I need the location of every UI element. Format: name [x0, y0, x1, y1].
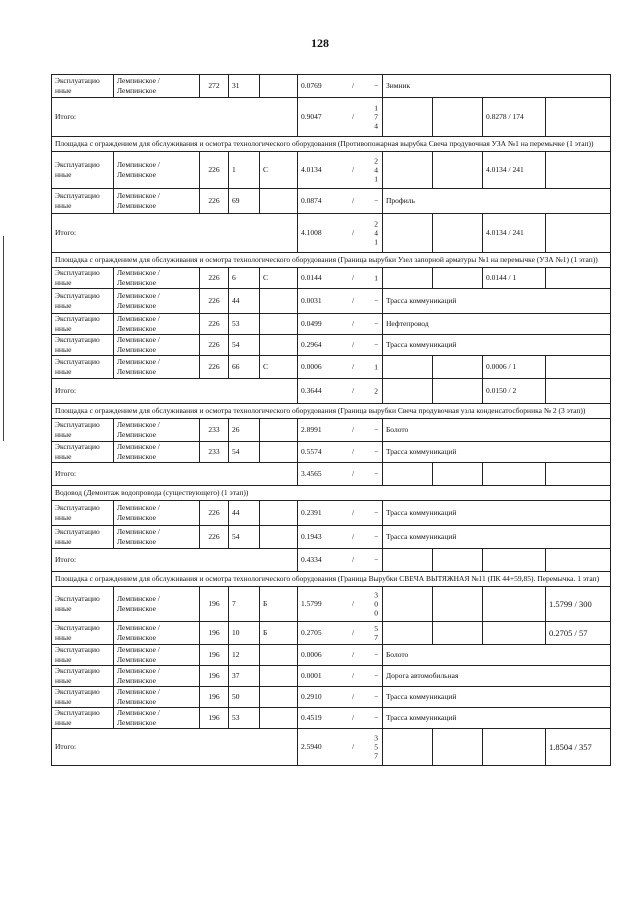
user-cell: Эксплуатацио нные [52, 289, 114, 314]
total-label: Итого: [52, 729, 298, 766]
felling-cell [546, 356, 611, 379]
felling-cell: 0.2705 / 57 [546, 622, 611, 645]
forestry-cell: Лемпинское / Лемпинское [114, 314, 200, 335]
forestry-cell: Лемпинское / Лемпинское [114, 289, 200, 314]
area-denominator: 3 5 7 [374, 733, 378, 761]
forestry-cell: Лемпинское / Лемпинское [114, 152, 200, 189]
area-cell [298, 379, 383, 404]
area-denominator: – [374, 296, 378, 305]
code-cell [260, 526, 298, 549]
table-row [52, 708, 611, 729]
area-cell [298, 289, 383, 314]
use-cell: Болото [383, 645, 611, 666]
area-separator: / [352, 386, 355, 395]
area-separator: / [352, 469, 355, 478]
code-cell [260, 645, 298, 666]
total-row [52, 463, 611, 486]
area-separator: / [352, 362, 355, 371]
plot-cell: 44 [229, 501, 260, 526]
table-row [52, 501, 611, 526]
code-cell: Б [260, 622, 298, 645]
area-separator: / [352, 340, 355, 349]
section-title-row [52, 137, 611, 152]
plot-cell: 1 [229, 152, 260, 189]
felling-cell [546, 379, 611, 404]
table-row [52, 75, 611, 98]
user-cell: Эксплуатацио нные [52, 356, 114, 379]
forestry-cell: Лемпинское / Лемпинское [114, 587, 200, 622]
area-denominator: – [374, 319, 378, 328]
use-cell: Трасса коммуникаций [383, 687, 611, 708]
area-cell [298, 729, 383, 766]
area-value: 2.5940 [301, 742, 322, 751]
area-value: 2.8991 [301, 425, 322, 434]
section-title: Площадка с ограждением для обслуживания и осмотра технологического оборудования (Граница вырубки Свеча продувочная узла конденсатосборника № 2 (3 этап)) [52, 404, 611, 419]
area-cell [298, 152, 383, 189]
plot-cell: 31 [229, 75, 260, 98]
tax-cell: 4.0134 / 241 [483, 214, 546, 253]
area-denominator: – [374, 196, 378, 205]
table-row [52, 687, 611, 708]
area-denominator: – [374, 340, 378, 349]
area-cell [298, 526, 383, 549]
user-cell: Эксплуатацио нные [52, 501, 114, 526]
section-title-row [52, 253, 611, 268]
table-row [52, 189, 611, 214]
felling-cell [546, 268, 611, 289]
extra-cell [433, 356, 483, 379]
area-cell [298, 549, 383, 572]
area-denominator: 5 7 [374, 624, 378, 642]
area-denominator: 2 4 1 [374, 156, 378, 184]
area-value: 0.1943 [301, 532, 322, 541]
area-separator: / [352, 713, 355, 722]
area-separator: / [352, 532, 355, 541]
tax-cell [483, 463, 546, 486]
use-cell: Трасса коммуникаций [383, 335, 611, 356]
area-cell [298, 687, 383, 708]
plot-cell: 66 [229, 356, 260, 379]
area-separator: / [352, 196, 355, 205]
area-cell [298, 356, 383, 379]
extra-cell [433, 98, 483, 137]
plot-cell: 6 [229, 268, 260, 289]
code-cell: С [260, 356, 298, 379]
quarter-cell: 196 [200, 645, 229, 666]
code-cell [260, 442, 298, 463]
area-cell [298, 335, 383, 356]
quarter-cell: 226 [200, 501, 229, 526]
area-value: 0.9047 [301, 112, 322, 121]
area-value: 0.0006 [301, 650, 322, 659]
area-separator: / [352, 81, 355, 90]
plot-cell: 44 [229, 289, 260, 314]
area-cell [298, 268, 383, 289]
area-value: 0.2964 [301, 340, 322, 349]
quarter-cell: 196 [200, 666, 229, 687]
area-cell [298, 442, 383, 463]
land-parcels-table [51, 74, 611, 766]
quarter-cell: 226 [200, 268, 229, 289]
table-row [52, 335, 611, 356]
table-row [52, 622, 611, 645]
forestry-cell: Лемпинское / Лемпинское [114, 335, 200, 356]
extra-cell [433, 729, 483, 766]
section-title-row [52, 572, 611, 587]
use-cell [383, 379, 433, 404]
area-value: 0.0001 [301, 671, 322, 680]
use-cell [383, 152, 433, 189]
area-value: 0.4334 [301, 555, 322, 564]
user-cell: Эксплуатацио нные [52, 75, 114, 98]
area-denominator: – [374, 508, 378, 517]
area-denominator: 1 [374, 362, 378, 372]
forestry-cell: Лемпинское / Лемпинское [114, 419, 200, 442]
area-cell [298, 75, 383, 98]
plot-cell: 69 [229, 189, 260, 214]
area-value: 0.5574 [301, 447, 322, 456]
area-denominator: – [374, 81, 378, 90]
tax-cell [483, 622, 546, 645]
total-label: Итого: [52, 463, 298, 486]
user-cell: Эксплуатацио нные [52, 152, 114, 189]
user-cell: Эксплуатацио нные [52, 587, 114, 622]
extra-cell [433, 587, 483, 622]
code-cell [260, 189, 298, 214]
tax-cell: 4.0134 / 241 [483, 152, 546, 189]
plot-cell: 7 [229, 587, 260, 622]
area-denominator: 2 4 1 [374, 219, 378, 247]
area-separator: / [352, 671, 355, 680]
code-cell [260, 687, 298, 708]
quarter-cell: 233 [200, 442, 229, 463]
code-cell [260, 501, 298, 526]
user-cell: Эксплуатацио нные [52, 189, 114, 214]
table-row [52, 442, 611, 463]
use-cell: Болото [383, 419, 611, 442]
area-value: 0.0874 [301, 196, 322, 205]
area-separator: / [352, 228, 355, 237]
user-cell: Эксплуатацио нные [52, 335, 114, 356]
total-row [52, 214, 611, 253]
use-cell: Трасса коммуникаций [383, 501, 611, 526]
tax-cell: 0.0144 / 1 [483, 268, 546, 289]
forestry-cell: Лемпинское / Лемпинское [114, 189, 200, 214]
use-cell [383, 729, 433, 766]
extra-cell [433, 152, 483, 189]
area-separator: / [352, 555, 355, 564]
quarter-cell: 226 [200, 152, 229, 189]
area-value: 0.2391 [301, 508, 322, 517]
table-row [52, 356, 611, 379]
felling-cell: 1.5799 / 300 [546, 587, 611, 622]
area-separator: / [352, 425, 355, 434]
area-separator: / [352, 273, 355, 282]
area-value: 1.5799 [301, 599, 322, 608]
quarter-cell: 196 [200, 708, 229, 729]
area-denominator: 2 [374, 386, 378, 396]
quarter-cell: 226 [200, 189, 229, 214]
use-cell: Трасса коммуникаций [383, 708, 611, 729]
area-cell [298, 645, 383, 666]
area-value: 4.0134 [301, 165, 322, 174]
plot-cell: 53 [229, 708, 260, 729]
code-cell [260, 419, 298, 442]
user-cell: Эксплуатацио нные [52, 314, 114, 335]
area-cell [298, 189, 383, 214]
margin-line [3, 236, 4, 441]
area-denominator: – [374, 447, 378, 456]
code-cell: Б [260, 587, 298, 622]
total-label: Итого: [52, 98, 298, 137]
area-cell [298, 214, 383, 253]
tax-cell: 0.0150 / 2 [483, 379, 546, 404]
area-separator: / [352, 650, 355, 659]
forestry-cell: Лемпинское / Лемпинское [114, 268, 200, 289]
page-number: 128 [311, 36, 329, 50]
table-row [52, 314, 611, 335]
extra-cell [433, 379, 483, 404]
forestry-cell: Лемпинское / Лемпинское [114, 356, 200, 379]
user-cell: Эксплуатацио нные [52, 666, 114, 687]
area-cell [298, 419, 383, 442]
quarter-cell: 233 [200, 419, 229, 442]
forestry-cell: Лемпинское / Лемпинское [114, 501, 200, 526]
area-cell [298, 501, 383, 526]
use-cell: Дорога автомобильная [383, 666, 611, 687]
forestry-cell: Лемпинское / Лемпинское [114, 442, 200, 463]
area-denominator: 3 0 0 [374, 590, 378, 618]
plot-cell: 50 [229, 687, 260, 708]
area-value: 0.0006 [301, 362, 322, 371]
area-separator: / [352, 296, 355, 305]
use-cell: Профиль [383, 189, 611, 214]
plot-cell: 12 [229, 645, 260, 666]
use-cell [383, 587, 433, 622]
plot-cell: 54 [229, 442, 260, 463]
area-cell [298, 708, 383, 729]
extra-cell [433, 463, 483, 486]
area-value: 0.0499 [301, 319, 322, 328]
code-cell: С [260, 268, 298, 289]
extra-cell [433, 214, 483, 253]
use-cell [383, 463, 433, 486]
quarter-cell: 272 [200, 75, 229, 98]
use-cell [383, 98, 433, 137]
use-cell [383, 622, 433, 645]
area-separator: / [352, 319, 355, 328]
table-row [52, 268, 611, 289]
code-cell [260, 75, 298, 98]
user-cell: Эксплуатацио нные [52, 622, 114, 645]
code-cell [260, 314, 298, 335]
plot-cell: 54 [229, 335, 260, 356]
table-row [52, 587, 611, 622]
area-value: 0.0769 [301, 81, 322, 90]
area-cell [298, 463, 383, 486]
area-cell [298, 666, 383, 687]
user-cell: Эксплуатацио нные [52, 687, 114, 708]
forestry-cell: Лемпинское / Лемпинское [114, 75, 200, 98]
plot-cell: 54 [229, 526, 260, 549]
area-value: 0.3644 [301, 386, 322, 395]
plot-cell: 37 [229, 666, 260, 687]
total-label: Итого: [52, 379, 298, 404]
area-value: 4.1008 [301, 228, 322, 237]
area-denominator: 1 [374, 273, 378, 283]
felling-cell [546, 549, 611, 572]
user-cell: Эксплуатацио нные [52, 419, 114, 442]
area-separator: / [352, 599, 355, 608]
quarter-cell: 226 [200, 356, 229, 379]
extra-cell [433, 622, 483, 645]
area-separator: / [352, 692, 355, 701]
forestry-cell: Лемпинское / Лемпинское [114, 708, 200, 729]
area-denominator: – [374, 532, 378, 541]
area-value: 0.0144 [301, 273, 322, 282]
forestry-cell: Лемпинское / Лемпинское [114, 687, 200, 708]
user-cell: Эксплуатацио нные [52, 708, 114, 729]
felling-cell [546, 214, 611, 253]
use-cell [383, 356, 433, 379]
forestry-cell: Лемпинское / Лемпинское [114, 666, 200, 687]
felling-cell [546, 152, 611, 189]
total-label: Итого: [52, 214, 298, 253]
table-row [52, 526, 611, 549]
code-cell [260, 289, 298, 314]
area-denominator: – [374, 650, 378, 659]
extra-cell [433, 549, 483, 572]
area-cell [298, 622, 383, 645]
total-row [52, 549, 611, 572]
use-cell: Трасса коммуникаций [383, 526, 611, 549]
tax-cell [483, 587, 546, 622]
area-cell [298, 314, 383, 335]
forestry-cell: Лемпинское / Лемпинское [114, 622, 200, 645]
area-denominator: – [374, 555, 378, 564]
extra-cell [433, 268, 483, 289]
user-cell: Эксплуатацио нные [52, 268, 114, 289]
plot-cell: 53 [229, 314, 260, 335]
tax-cell [483, 729, 546, 766]
forestry-cell: Лемпинское / Лемпинское [114, 645, 200, 666]
area-separator: / [352, 165, 355, 174]
tax-cell [483, 549, 546, 572]
total-row [52, 379, 611, 404]
section-title: Площадка с ограждением для обслуживания и осмотра технологического оборудования (Противопожарная вырубка Свеча продувочная УЗА №1 на перемычке (1 этап)) [52, 137, 611, 152]
quarter-cell: 196 [200, 622, 229, 645]
tax-cell: 0.0006 / 1 [483, 356, 546, 379]
area-denominator: – [374, 713, 378, 722]
area-value: 3.4565 [301, 469, 322, 478]
code-cell [260, 708, 298, 729]
code-cell: С [260, 152, 298, 189]
total-row [52, 729, 611, 766]
user-cell: Эксплуатацио нные [52, 526, 114, 549]
area-value: 0.2705 [301, 628, 322, 637]
area-denominator: 1 7 4 [374, 103, 378, 131]
code-cell [260, 335, 298, 356]
quarter-cell: 226 [200, 526, 229, 549]
table-row [52, 666, 611, 687]
area-cell [298, 98, 383, 137]
total-row [52, 98, 611, 137]
quarter-cell: 226 [200, 314, 229, 335]
felling-cell [546, 463, 611, 486]
section-title: Площадка с ограждением для обслуживания и осмотра технологического оборудования (Граница вырубки Узел запорной арматуры №1 на перемычке (УЗА №1) (1 этап)) [52, 253, 611, 268]
section-title: Площадка с ограждением для обслуживания и осмотра технологического оборудования (Граница Вырубки СВЕЧА ВЫТЯЖНАЯ №11 (ПК 44+59,85). Перемычка. 1 этап) [52, 572, 611, 587]
area-separator: / [352, 447, 355, 456]
area-separator: / [352, 112, 355, 121]
felling-cell [546, 98, 611, 137]
plot-cell: 10 [229, 622, 260, 645]
table-row [52, 419, 611, 442]
forestry-cell: Лемпинское / Лемпинское [114, 526, 200, 549]
use-cell: Зимник [383, 75, 611, 98]
area-cell [298, 587, 383, 622]
use-cell: Нефтепровод [383, 314, 611, 335]
quarter-cell: 196 [200, 687, 229, 708]
use-cell: Трасса коммуникаций [383, 442, 611, 463]
use-cell [383, 549, 433, 572]
area-value: 0.4519 [301, 713, 322, 722]
table-row [52, 289, 611, 314]
user-cell: Эксплуатацио нные [52, 442, 114, 463]
code-cell [260, 666, 298, 687]
quarter-cell: 226 [200, 335, 229, 356]
user-cell: Эксплуатацио нные [52, 645, 114, 666]
area-separator: / [352, 742, 355, 751]
section-title-row [52, 486, 611, 501]
area-value: 0.0031 [301, 296, 322, 305]
table-row [52, 645, 611, 666]
section-title-row [52, 404, 611, 419]
area-denominator: – [374, 425, 378, 434]
quarter-cell: 226 [200, 289, 229, 314]
felling-cell: 1.8504 / 357 [546, 729, 611, 766]
use-cell [383, 268, 433, 289]
use-cell: Трасса коммуникаций [383, 289, 611, 314]
area-denominator: – [374, 692, 378, 701]
plot-cell: 26 [229, 419, 260, 442]
table-row [52, 152, 611, 189]
use-cell [383, 214, 433, 253]
tax-cell: 0.8278 / 174 [483, 98, 546, 137]
quarter-cell: 196 [200, 587, 229, 622]
section-title: Водовод (Демонтаж водопровода (существующего) (1 этап)) [52, 486, 611, 501]
area-separator: / [352, 628, 355, 637]
area-separator: / [352, 508, 355, 517]
area-denominator: – [374, 469, 378, 478]
total-label: Итого: [52, 549, 298, 572]
area-value: 0.2910 [301, 692, 322, 701]
area-denominator: – [374, 671, 378, 680]
